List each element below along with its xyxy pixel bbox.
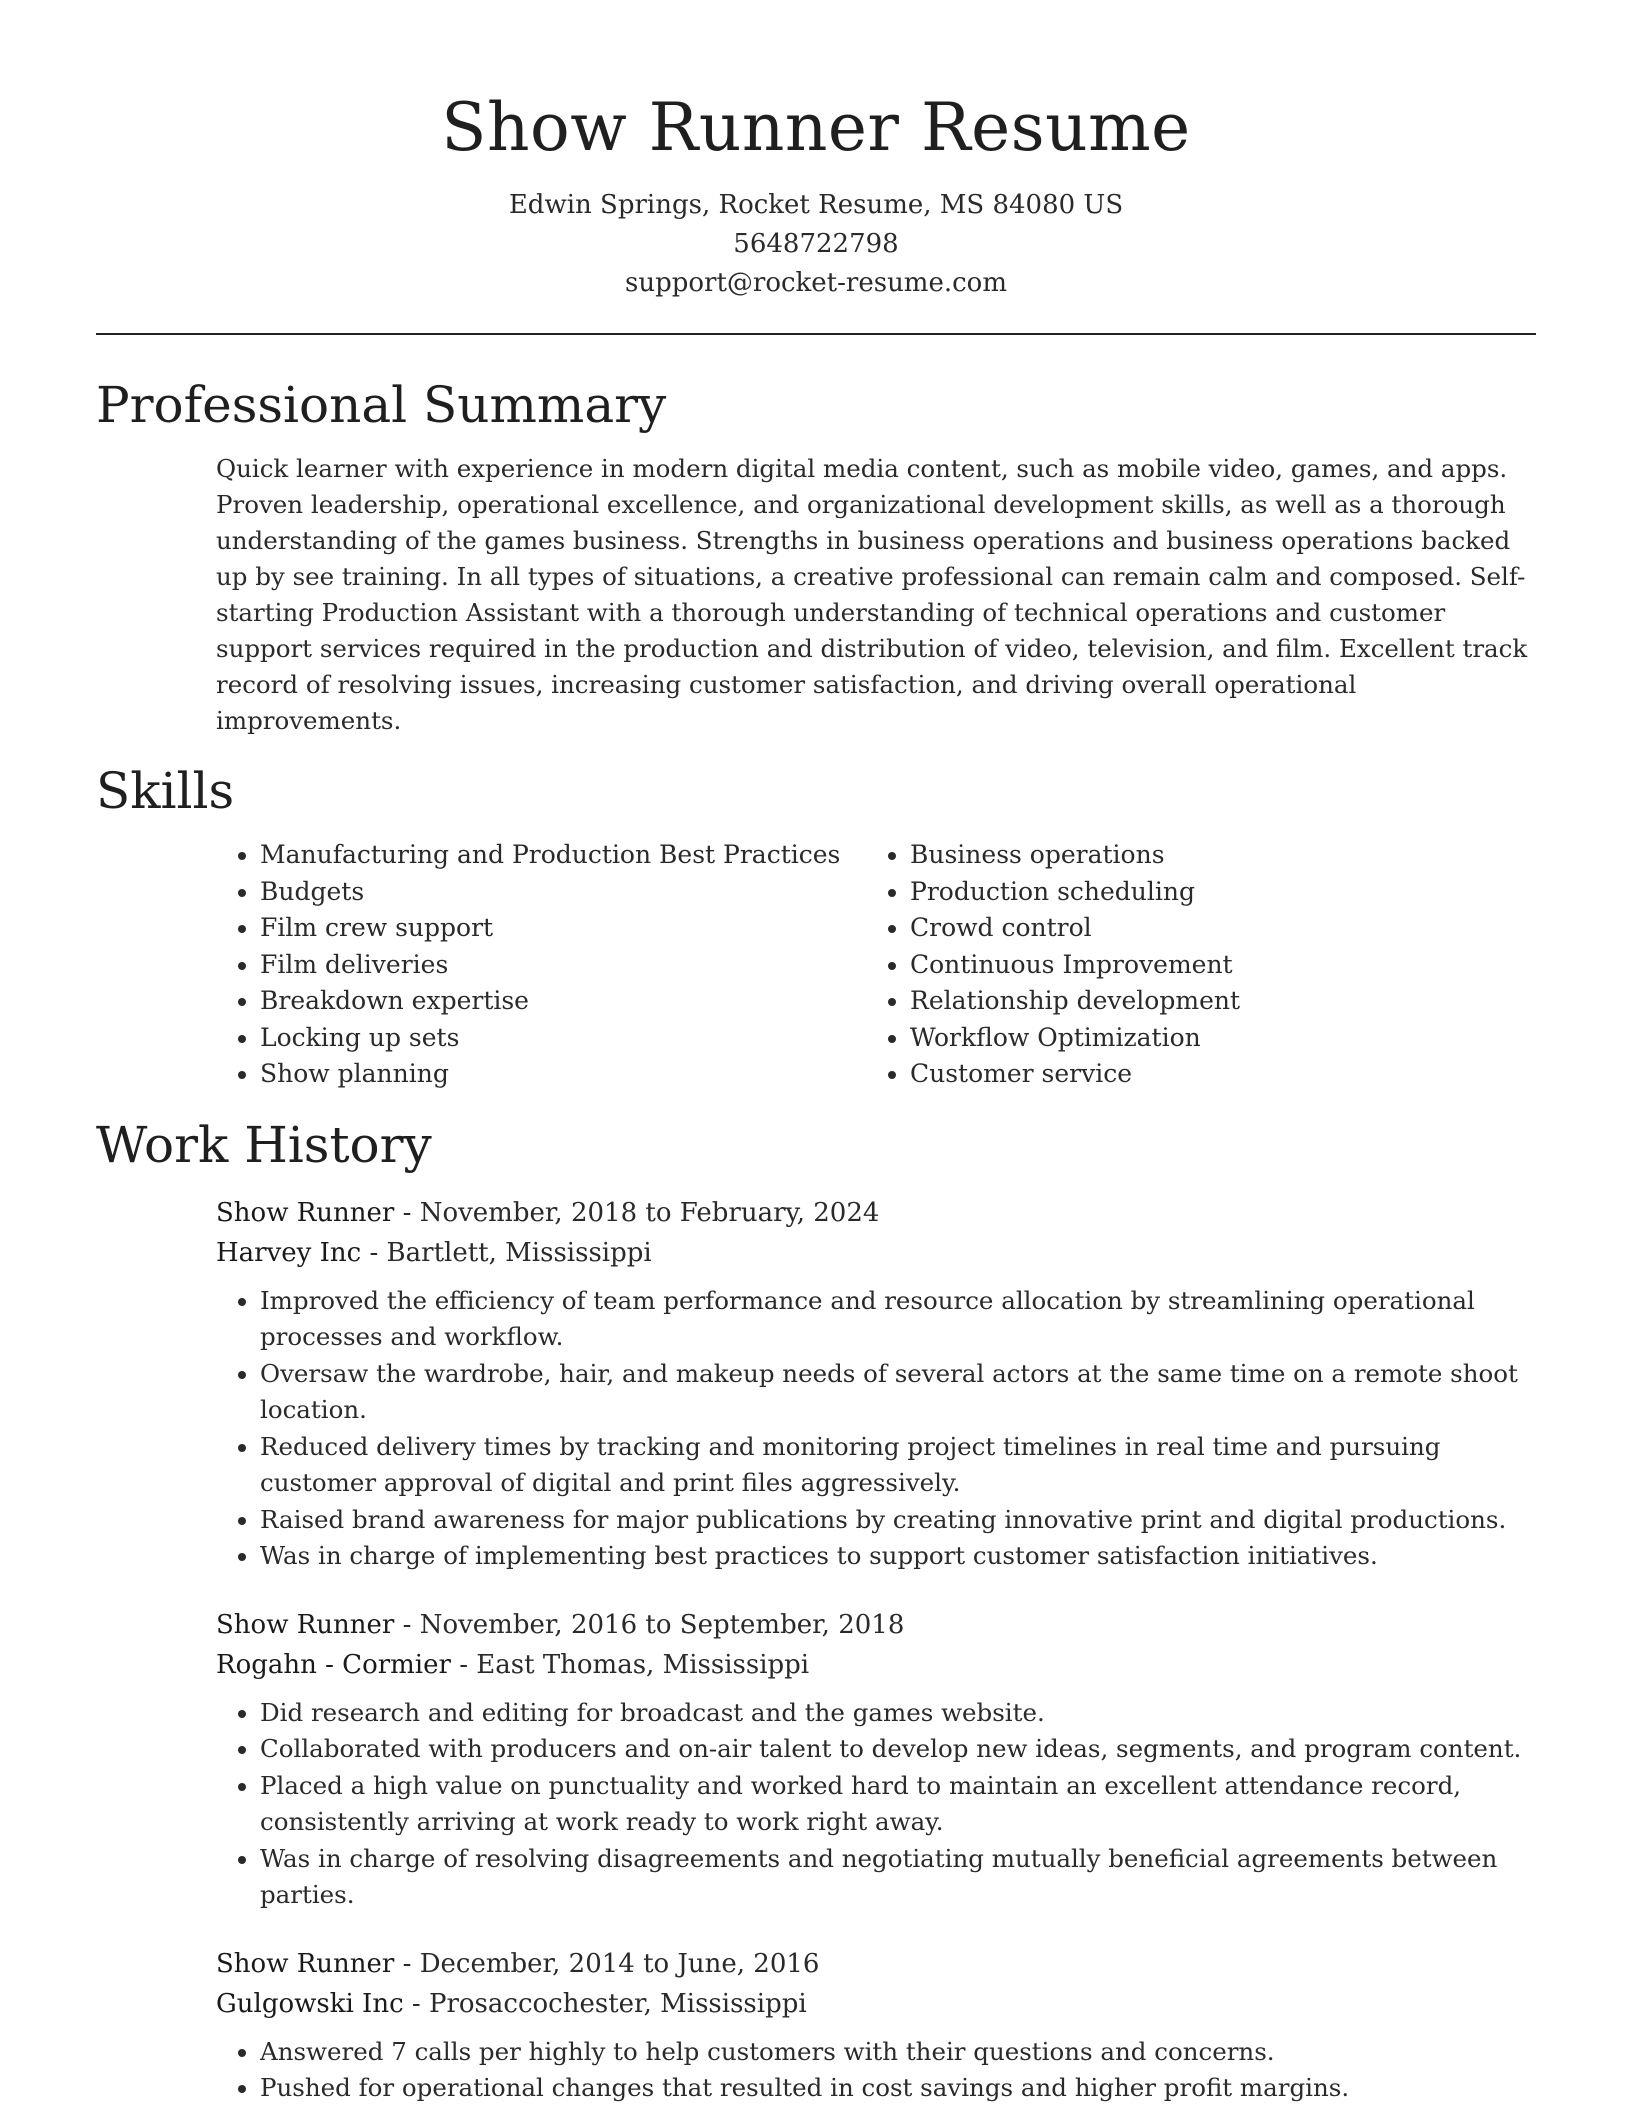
skill-item: • Manufacturing and Production Best Practices [260,837,866,874]
work-history-heading: Work History [96,1115,432,1174]
resume-header [96,0,1536,303]
skill-item: • Breakdown expertise [260,983,866,1020]
skill-item: • Film crew support [260,910,866,947]
header-divider [96,333,1536,335]
job-entry [216,1944,1536,2107]
job-entry [216,1605,1536,1914]
job-bullet: • Raised brand awareness for major publications by creating innovative print and digital productions. [260,1502,1536,1539]
contact-phone: 5648722798 [733,229,899,259]
resume-title: Show Runner Resume [441,89,1191,166]
job-company-line: Harvey Inc - Bartlett, Mississippi [216,1237,652,1268]
job-dates: November, 2016 to September, 2018 [419,1609,905,1640]
skill-item: • Workflow Optimization [910,1020,1526,1057]
job-bullets [216,2034,1536,2107]
job-company-line: Gulgowski Inc - Prosaccochester, Mississippi [216,1988,807,2019]
job-role-line: Show Runner - December, 2014 to June, 2016 [216,1948,820,1979]
summary-text: Quick learner with experience in modern digital media content, such as mobile video, games, and apps. Proven leadership, operational excellence, and organizational development skills, as well as a thorough understanding of the games business. Strengths in business operations and business operations backed up by see training. In all types of situations, a creative professional can remain calm and composed. Self-starting Production Assistant with a thorough understanding of technical operations and customer support services required in the production and distribution of video, television, and film. Excellent track record of resolving issues, increasing customer satisfaction, and driving overall operational improvements. [216,454,1528,735]
resume-page [96,0,1536,2112]
summary-heading: Professional Summary [96,376,667,434]
skills-heading: Skills [96,762,235,820]
job-bullets [216,1695,1536,1914]
job-company: Rogahn - Cormier [216,1649,451,1680]
job-role-line: Show Runner - November, 2018 to February, 2024 [216,1197,880,1228]
skills-column-right [866,837,1526,1093]
job-company-line: Rogahn - Cormier - East Thomas, Mississippi [216,1649,810,1680]
contact-email: support@rocket-resume.com [624,268,1007,298]
job-location: East Thomas, Mississippi [476,1649,810,1680]
skill-item: • Business operations [910,837,1526,874]
job-role-line: Show Runner - November, 2016 to September, 2018 [216,1609,905,1640]
job-bullet: • Answered 7 calls per highly to help customers with their questions and concerns. [260,2034,1536,2071]
skills-column-left [216,837,866,1093]
job-bullet: • Was in charge of resolving disagreements and negotiating mutually beneficial agreements between parties. [260,1841,1536,1914]
job-location: Bartlett, Mississippi [386,1237,652,1268]
skill-item: • Relationship development [910,983,1526,1020]
job-bullet: • Was in charge of implementing best practices to support customer satisfaction initiatives. [260,1538,1536,1575]
contact-address: Edwin Springs, Rocket Resume, MS 84080 US [508,190,1124,220]
contact-info [96,186,1536,303]
job-bullet: • Pushed for operational changes that resulted in cost savings and higher profit margins. [260,2070,1536,2107]
skill-item: • Crowd control [910,910,1526,947]
job-bullet: • Improved the efficiency of team performance and resource allocation by streamlining operational processes and workflow. [260,1283,1536,1356]
job-bullet: • Did research and editing for broadcast and the games website. [260,1695,1536,1732]
job-company: Harvey Inc [216,1237,362,1268]
job-dates: December, 2014 to June, 2016 [419,1948,820,1979]
job-entry [216,1193,1536,1575]
job-bullet: • Oversaw the wardrobe, hair, and makeup needs of several actors at the same time on a remote shoot location. [260,1356,1536,1429]
job-role: Show Runner [216,1609,395,1640]
job-role: Show Runner [216,1948,395,1979]
skill-item: • Budgets [260,874,866,911]
skill-item: • Customer service [910,1056,1526,1093]
job-bullet: • Reduced delivery times by tracking and monitoring project timelines in real time and pursuing customer approval of digital and print files aggressively. [260,1429,1536,1502]
skill-item: • Film deliveries [260,947,866,984]
skill-item: • Continuous Improvement [910,947,1526,984]
job-bullet: • Collaborated with producers and on-air talent to develop new ideas, segments, and program content. [260,1731,1536,1768]
skill-item: • Locking up sets [260,1020,866,1057]
job-dates: November, 2018 to February, 2024 [419,1197,880,1228]
job-bullets [216,1283,1536,1575]
job-company: Gulgowski Inc [216,1988,404,2019]
skill-item: • Show planning [260,1056,866,1093]
job-location: Prosaccochester, Mississippi [428,1988,807,2019]
job-role: Show Runner [216,1197,395,1228]
job-bullet: • Placed a high value on punctuality and worked hard to maintain an excellent attendance record, consistently arriving at work ready to work right away. [260,1768,1536,1841]
skill-item: • Production scheduling [910,874,1526,911]
skills-grid [216,837,1536,1093]
